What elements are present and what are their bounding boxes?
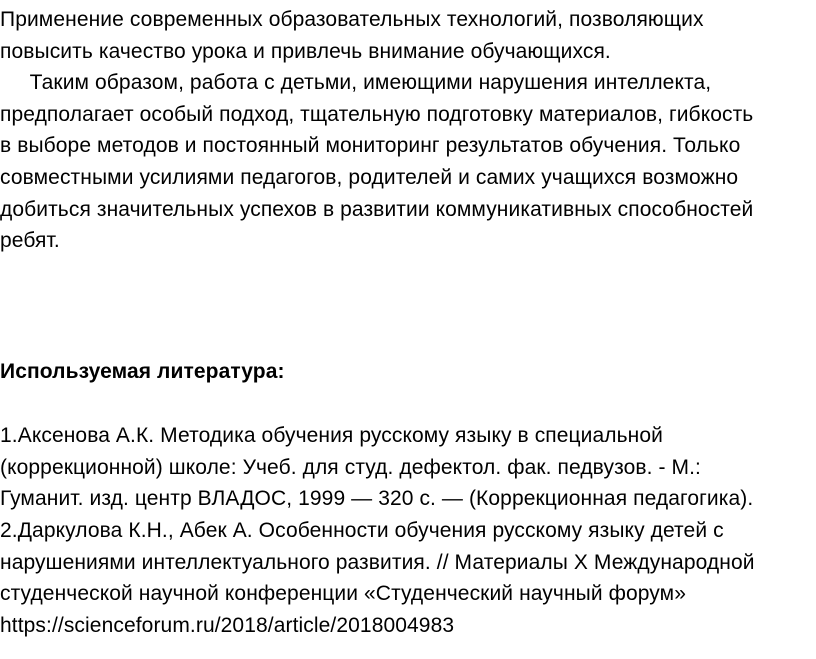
reference-line: (коррекционной) школе: Учеб. для студ. дефектол. фак. педвузов. - М.:: [0, 456, 701, 479]
conclusion-line: предполагает особый подход, тщательную подготовку материалов, гибкость: [0, 103, 754, 126]
conclusion-line: в выборе методов и постоянный мониторинг результатов обучения. Только: [0, 134, 741, 157]
intro-line: Применение современных образовательных технологий, позволяющих: [0, 8, 704, 31]
conclusion-line: совместными усилиями педагогов, родителей и самих учащихся возможно: [0, 166, 739, 189]
reference-link: https://scienceforum.ru/2018/article/2018004983: [0, 614, 455, 637]
references-heading: Используемая литература:: [0, 360, 285, 383]
reference-line: Гуманит. изд. центр ВЛАДОС, 1999 — 320 с. — (Коррекционная педагогика).: [0, 487, 754, 510]
reference-line: студенческой научной конференции «Студенческий научный форум»: [0, 582, 686, 605]
reference-line: 1.Аксенова А.К. Методика обучения русскому языку в специальной: [0, 424, 663, 447]
conclusion-line: ребят.: [0, 229, 60, 252]
reference-line: 2.Даркулова К.Н., Абек А. Особенности обучения русскому языку детей с: [0, 519, 724, 542]
intro-line: повысить качество урока и привлечь внимание обучающихся.: [0, 40, 611, 63]
conclusion-line: добиться значительных успехов в развитии коммуникативных способностей: [0, 198, 754, 221]
conclusion-line: Таким образом, работа с детьми, имеющими нарушения интеллекта,: [0, 71, 712, 94]
reference-line: нарушениями интеллектуального развития. // Материалы X Международной: [0, 551, 755, 574]
